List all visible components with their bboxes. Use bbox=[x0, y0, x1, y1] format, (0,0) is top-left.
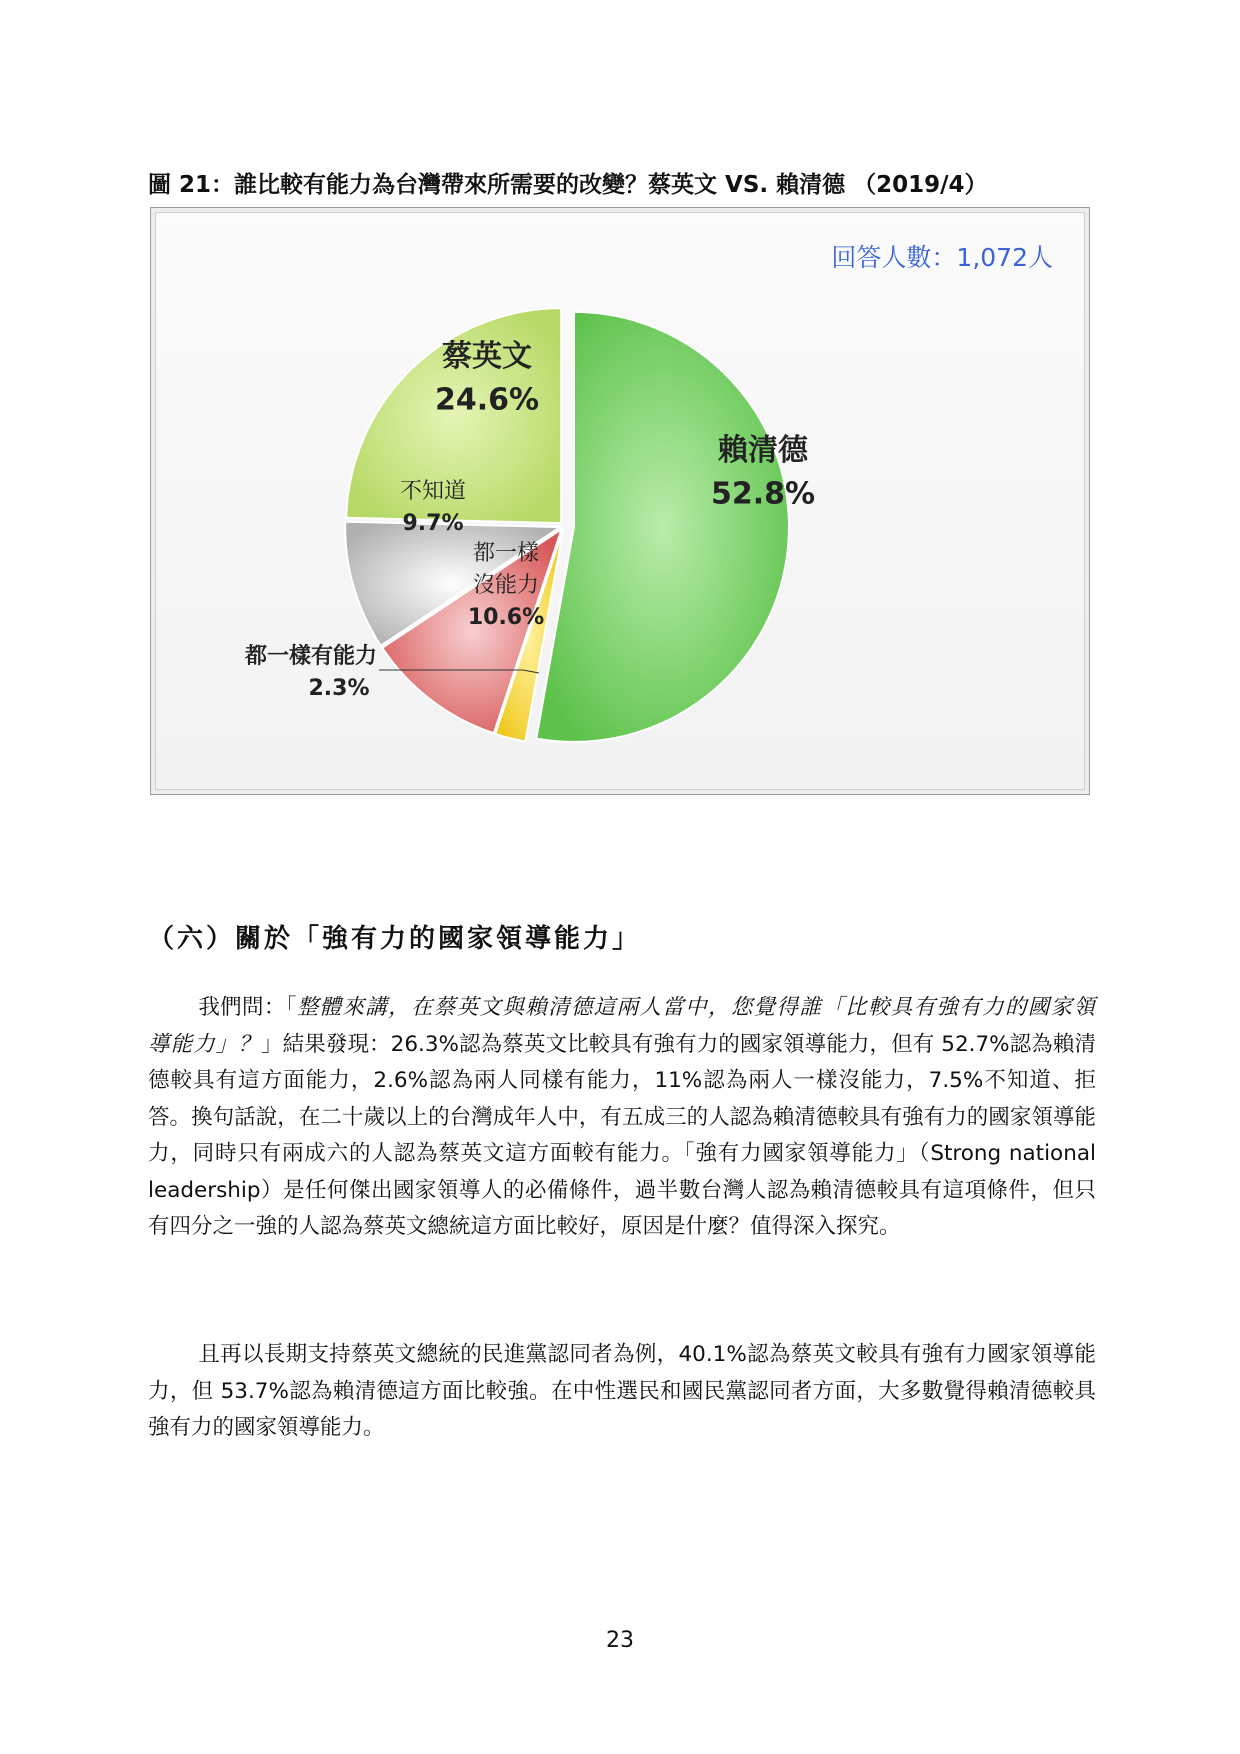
section-heading: （六）關於「強有力的國家領導能力」 bbox=[148, 924, 642, 954]
paragraph-1 bbox=[148, 990, 1096, 1246]
slice-value-1: 52.8% bbox=[710, 476, 816, 512]
slice-value-2: 2.3% bbox=[308, 675, 370, 701]
slice-label-2: 都一樣有能力 bbox=[244, 644, 378, 669]
figure-caption: 圖 21：誰比較有能力為台灣帶來所需要的改變？蔡英文 VS. 賴清德 （2019/4） bbox=[148, 172, 988, 198]
slice-label-3: 沒能力 bbox=[472, 572, 540, 598]
slice-value-4: 9.7% bbox=[402, 510, 464, 536]
pie-slice-1 bbox=[536, 312, 789, 742]
slice-label-4: 不知道 bbox=[399, 479, 467, 504]
slice-label-3: 都一樣 bbox=[472, 541, 540, 566]
pie-chart bbox=[151, 208, 1089, 794]
paragraph-2 bbox=[148, 1337, 1096, 1447]
paragraph-2-body: 且再以長期支持蔡英文總統的民進黨認同者為例，40.1%認為蔡英文較具有強有力國家領導能力，但 53.7%認為賴清德這方面比較強。在中性選民和國民黨認同者方面，大多數覺得賴清德較具強有力的國家領導能力。 bbox=[148, 1342, 1096, 1440]
slice-value-3: 10.6% bbox=[467, 604, 545, 630]
slice-label-5: 蔡英文 bbox=[442, 339, 532, 374]
slice-label-1: 賴清德 bbox=[718, 433, 808, 468]
pie-chart-frame bbox=[150, 207, 1090, 795]
page-number: 23 bbox=[606, 1628, 634, 1653]
respondent-count: 回答人數：1,072人 bbox=[831, 243, 1053, 272]
survey-question-quote: 整體來講，在蔡英文與賴清德這兩人當中，您覺得誰「比較具有強有力的國家領導能力」？ bbox=[148, 995, 1096, 1057]
paragraph-1-body: 」結果發現：26.3%認為蔡英文比較具有強有力的國家領導能力，但有 52.7%認為賴清德較具有這方面能力，2.6%認為兩人同樣有能力，11%認為兩人一樣沒能力，7.5%不知道、拒答。換句話說，在二十歲以上的台灣成年人中，有五成三的人認為賴清德較具有強有力的國家領導能力，同時只有兩成六的人認為蔡英文這方面較有能力。「強有力國家領導能力」（Strong national leadership）是任何傑出國家領導人的必備條件，過半數台灣人認為賴清德較具有這項條件，但只有四分之一強的人認為蔡英文總統這方面比較好，原因是什麼？值得深入探究。 bbox=[148, 1031, 1096, 1239]
paragraph-1-lead: 我們問：「 bbox=[198, 995, 297, 1020]
slice-value-5: 24.6% bbox=[434, 382, 540, 418]
